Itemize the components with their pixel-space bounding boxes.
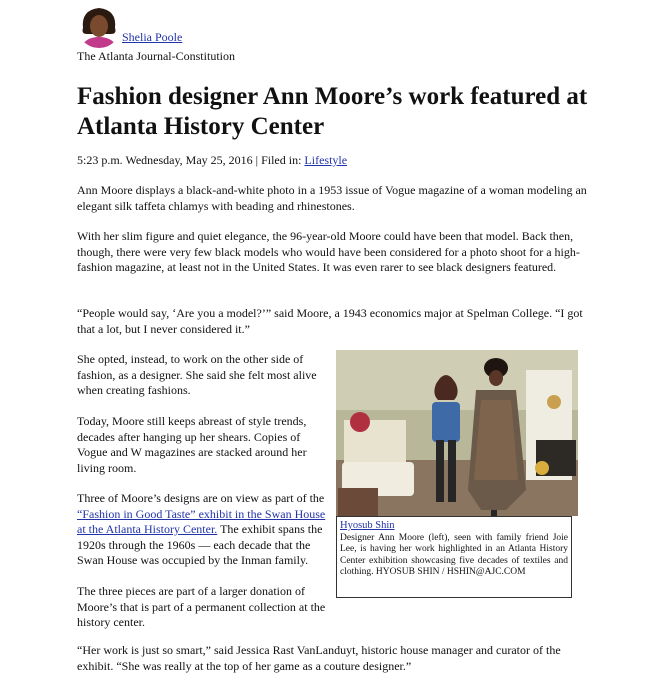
paragraph-5: Today, Moore still keeps abreast of style trends, decades after hanging up her shears. Copies of Vogue and W magazines are stacked around her living room. [77, 414, 307, 475]
article-headline: Fashion designer Ann Moore’s work featured at Atlanta History Center [77, 83, 588, 140]
paragraph-7: The three pieces are part of a larger donation of Moore’s that is part of a permanent collection at the history center. [77, 584, 326, 629]
paragraph-6 [77, 491, 329, 569]
category-link[interactable]: Lifestyle [304, 153, 348, 167]
author-avatar[interactable] [77, 4, 121, 48]
paragraph-6-text-a: Three of Moore’s designs are on view as part of the [77, 491, 325, 505]
paragraph-6-text-b: The exhibit spans the 1920s through the 1960s — each decade that the Swan House was occupied by the Inman family. [77, 522, 323, 567]
paragraph-4: She opted, instead, to work on the other side of fashion, as a designer. She said she felt most alive when creating fashions. [77, 352, 317, 397]
author-byline [77, 4, 182, 48]
paragraph-1: Ann Moore displays a black-and-white photo in a 1953 issue of Vogue magazine of a woman modeling an elegant silk taffeta chlamys with beading and rhinestones. [77, 183, 587, 213]
photo-caption-box [336, 516, 572, 598]
paragraph-3: “People would say, ‘Are you a model?’” said Moore, a 1943 economics major at Spelman College. “I got that a lot, but I never considered it.” [77, 306, 583, 336]
exhibit-link[interactable]: “Fashion in Good Taste” exhibit in the Swan House at the Atlanta History Center. [77, 506, 326, 536]
publication-name: The Atlanta Journal-Constitution [77, 49, 235, 63]
article-photo[interactable] [336, 350, 578, 516]
author-name-link[interactable]: Shelia Poole [122, 30, 183, 44]
photo-credit-link[interactable]: Hyosub Shin [340, 520, 395, 531]
photo-caption: Designer Ann Moore (left), seen with family friend Joie Lee, is having her work highlighted in an Atlanta History Center exhibition showcasing five decades of textiles and clothing. HYOSUB SHIN / HSHIN@AJC.COM [340, 532, 568, 577]
dateline-text: 5:23 p.m. Wednesday, May 25, 2016 | Filed in: [77, 153, 305, 167]
paragraph-8: “Her work is just so smart,” said Jessica Rast VanLanduyt, historic house manager and curator of the exhibit. “She was really at the top of her game as a couture designer.” [77, 643, 561, 673]
paragraph-2: With her slim figure and quiet elegance, the 96-year-old Moore could have been that model. Back then, though, there were very few black models who would have been considered for a photo shoot for a high-fashion magazine, at least not in the United States. It was even rarer to see black designers featured. [77, 229, 580, 274]
dateline [77, 153, 347, 168]
